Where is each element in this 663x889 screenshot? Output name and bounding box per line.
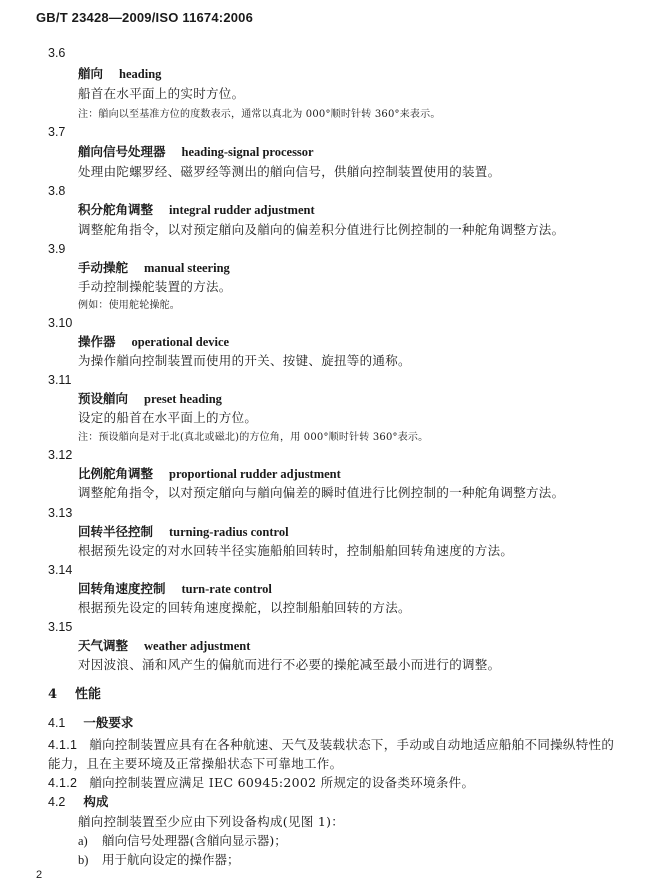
- clause-number: 3.7: [48, 125, 66, 139]
- clause-number: 3.13: [48, 506, 73, 520]
- term-definition: 处理由陀螺罗经、磁罗经等测出的艏向信号，供艏向控制装置使用的装置。: [78, 164, 501, 179]
- clause-number: 3.9: [48, 242, 66, 256]
- clause-4-1-2: 4.1.2 艏向控制装置应满足 IEC 60945:2002 所规定的设备类环境条件。: [48, 775, 475, 790]
- term-definition: 船首在水平面上的实时方位。: [78, 86, 245, 101]
- term-heading: 预设艏向 preset heading: [78, 391, 222, 406]
- term-heading: 艏向信号处理器 heading-signal processor: [78, 144, 314, 159]
- subsection-heading: 4.2 构成: [48, 794, 109, 809]
- term-heading: 艏向 heading: [78, 66, 162, 81]
- clause-4-1-1: 4.1.1 艏向控制装置应具有在各种航速、天气及装载状态下，手动或自动地适应船舶不同操纵特性的: [48, 737, 615, 752]
- term-definition: 设定的船首在水平面上的方位。: [78, 410, 258, 425]
- term-heading: 回转角速度控制 turn-rate control: [78, 581, 272, 596]
- term-heading: 积分舵角调整 integral rudder adjustment: [78, 202, 315, 217]
- term-definition: 调整舵角指令，以对预定艏向及艏向的偏差积分值进行比例控制的一种舵角调整方法。: [78, 222, 565, 237]
- clause-4-2-intro: 艏向控制装置至少应由下列设备构成(见图 1)：: [78, 814, 345, 829]
- clause-number: 3.12: [48, 448, 73, 462]
- term-heading: 操作器 operational device: [78, 334, 230, 349]
- clause-4-1-1-cont: 能力，且在主要环境及正常操船状态下可靠地工作。: [48, 756, 343, 771]
- term-heading: 回转半径控制 turning-radius control: [78, 524, 289, 539]
- term-definition: 根据预先设定的回转角速度操舵，以控制船舶回转的方法。: [78, 600, 411, 615]
- section-heading: 4 性能: [48, 687, 102, 702]
- list-item: b) 用于航向设定的操作器；: [78, 852, 240, 867]
- term-definition: 根据预先设定的对水回转半径实施船舶回转时，控制船舶回转角速度的方法。: [78, 543, 514, 558]
- term-definition: 调整舵角指令，以对预定艏向与艏向偏差的瞬时值进行比例控制的一种舵角调整方法。: [78, 485, 565, 500]
- term-heading: 天气调整 weather adjustment: [78, 638, 251, 653]
- term-definition: 为操作艏向控制装置而使用的开关、按键、旋扭等的通称。: [78, 353, 411, 368]
- term-example: 例如：使用舵轮操舵。: [78, 300, 180, 311]
- clause-number: 3.11: [48, 373, 72, 387]
- clause-number: 3.6: [48, 46, 66, 60]
- term-note: 注：预设艏向是对于北(真北或磁北)的方位角，用 000°顺时针转 360°表示。: [78, 432, 429, 443]
- clause-number: 3.8: [48, 184, 66, 198]
- term-definition: 手动控制操舵装置的方法。: [78, 279, 232, 294]
- term-heading: 比例舵角调整 proportional rudder adjustment: [78, 466, 341, 481]
- clause-number: 3.14: [48, 563, 73, 577]
- term-note: 注：艏向以至基准方位的度数表示，通常以真北为 000°顺时针转 360°来表示。: [78, 109, 441, 120]
- term-heading: 手动操舵 manual steering: [78, 260, 230, 275]
- term-definition: 对因波浪、涌和风产生的偏航而进行不必要的操舵减至最小而进行的调整。: [78, 657, 501, 672]
- clause-number: 3.10: [48, 316, 73, 330]
- page-number: 2: [36, 869, 43, 881]
- list-item: a) 艏向信号处理器(含艏向显示器)；: [78, 833, 287, 848]
- subsection-heading: 4.1 一般要求: [48, 715, 134, 730]
- clause-number: 3.15: [48, 620, 73, 634]
- standard-header: GB/T 23428—2009/ISO 11674:2006: [36, 10, 254, 25]
